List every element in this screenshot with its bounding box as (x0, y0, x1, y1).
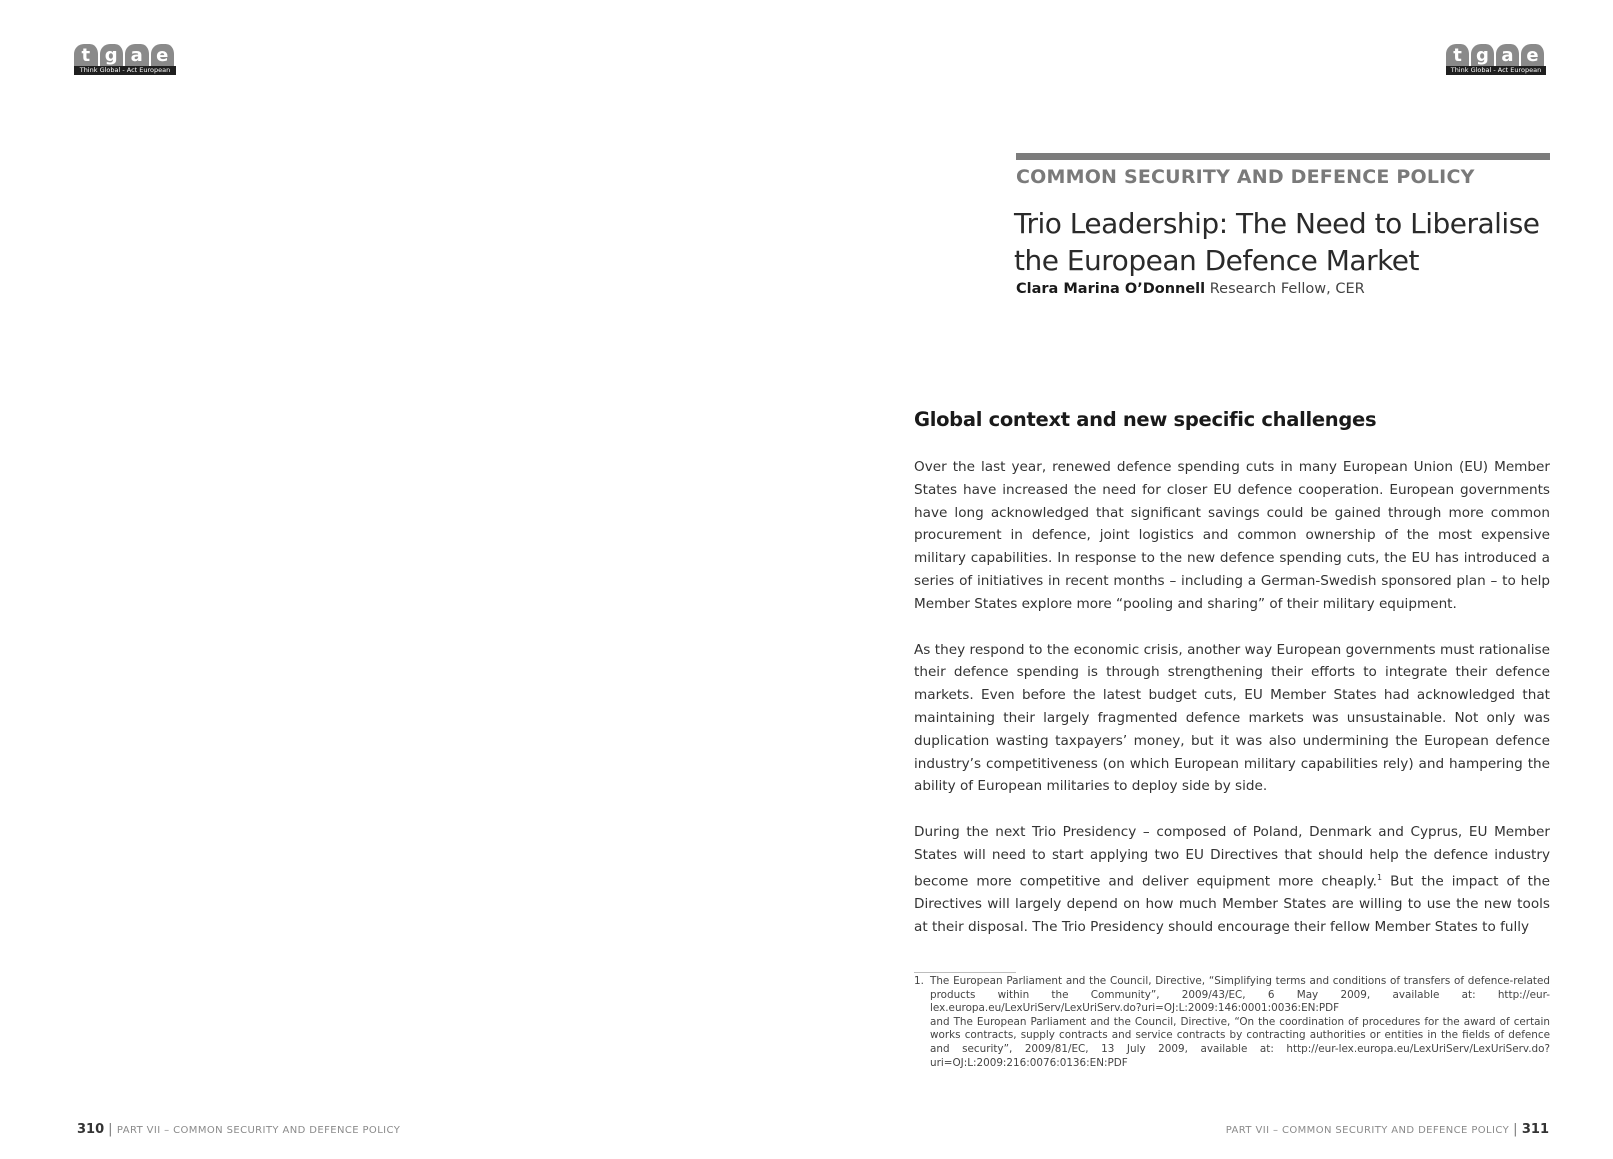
article-title-line: Trio Leadership: The Need to Liberalise (1014, 207, 1540, 240)
paragraph-text: But the impact of the Directives will largely depend on how much Member States are willing to use the new tools at their disposal. The Trio Presidency should encourage their fellow Member States to fully (914, 873, 1550, 935)
logo-letter: g (1471, 44, 1496, 66)
logo-letters (74, 44, 176, 66)
footnote-body (930, 975, 1550, 1070)
article-title (1014, 205, 1554, 279)
logo-left (74, 44, 176, 76)
logo-letter: g (100, 44, 126, 66)
author-name: Clara Marina O’Donnell (1016, 281, 1206, 297)
footnote-line: The European Parliament and the Council, Directive, “Simplifying terms and conditions of transfers of defence-related products within the Community”, 2009/43/EC, 6 May 2009, available at: http://eur-lex.europa.eu/LexUriServ/LexUriServ.do?uri=OJ:L:2009:146:0001:0036:EN:PDF (930, 975, 1550, 1015)
article-title-line: the European Defence Market (1014, 244, 1420, 277)
folio-separator: | (108, 1122, 113, 1137)
footnote (914, 975, 1550, 1070)
section-divider (1016, 153, 1550, 160)
section-heading: Global context and new specific challenges (914, 408, 1377, 431)
logo-right (1446, 44, 1546, 76)
logo-tagline: Think Global - Act European (1446, 66, 1546, 75)
logo-letter: a (1496, 44, 1521, 66)
author-line (1016, 281, 1365, 297)
page-number-left: 310 (77, 1122, 105, 1137)
page-number-right: 311 (1521, 1122, 1549, 1137)
running-head-left: PART VII – COMMON SECURITY AND DEFENCE POLICY (116, 1125, 401, 1136)
section-title: COMMON SECURITY AND DEFENCE POLICY (1016, 166, 1475, 188)
paragraph-text: During the next Trio Presidency – composed of Poland, Denmark and Cyprus, EU Member States will need to start applying two EU Directives that should help the defence industry become more competitive and deliver equipment more cheaply. (914, 824, 1550, 890)
running-head-right: PART VII – COMMON SECURITY AND DEFENCE POLICY (1225, 1125, 1510, 1136)
body-text (914, 456, 1550, 962)
logo-letters (1446, 44, 1546, 66)
paragraph: As they respond to the economic crisis, another way European governments must rationalise their defence spending is through strengthening their efforts to integrate their defence markets. Even before the latest budget cuts, EU Member States had acknowledged that maintaining their largely fragmented defence markets was unsustainable. Not only was duplication wasting taxpayers’ money, but it was also undermining the European defence industry’s competitiveness (on which European military capabilities rely) and hampering the ability of European militaries to deploy side by side. (914, 641, 1550, 795)
logo-tagline: Think Global - Act European (74, 66, 176, 75)
footnote-reference: 1 (1376, 872, 1383, 882)
footer-right (1226, 1122, 1549, 1137)
paragraph (914, 821, 1550, 939)
paragraph: Over the last year, renewed defence spending cuts in many European Union (EU) Member States have increased the need for closer EU defence cooperation. European governments have long acknowledged that significant savings could be gained through more common procurement in defence, joint logistics and common ownership of the most expensive military capabilities. In response to the new defence spending cuts, the EU has introduced a series of initiatives in recent months – including a German-Swedish sponsored plan – to help Member States explore more “pooling and sharing” of their military equipment. (914, 459, 1550, 612)
footnote-line: and The European Parliament and the Council, Directive, “On the coordination of procedures for the award of certain works contracts, supply contracts and service contracts by contracting authorities or entities in the fields of defence and security”, 2009/81/EC, 13 July 2009, available at: http://eur-lex.europa.eu/LexUriServ/LexUriServ.do?uri=OJ:L:2009:216:0076:0136:EN:PDF (930, 1015, 1550, 1069)
footer-left (77, 1122, 400, 1137)
logo-letter: t (1446, 44, 1471, 66)
logo-letter: e (151, 44, 177, 66)
logo-letter: t (74, 44, 100, 66)
logo-letter: a (125, 44, 151, 66)
folio-separator: | (1513, 1122, 1518, 1137)
footnote-divider (914, 972, 1016, 973)
author-role: Research Fellow, CER (1209, 281, 1365, 297)
footnote-number: 1. (914, 975, 924, 987)
logo-letter: e (1521, 44, 1546, 66)
